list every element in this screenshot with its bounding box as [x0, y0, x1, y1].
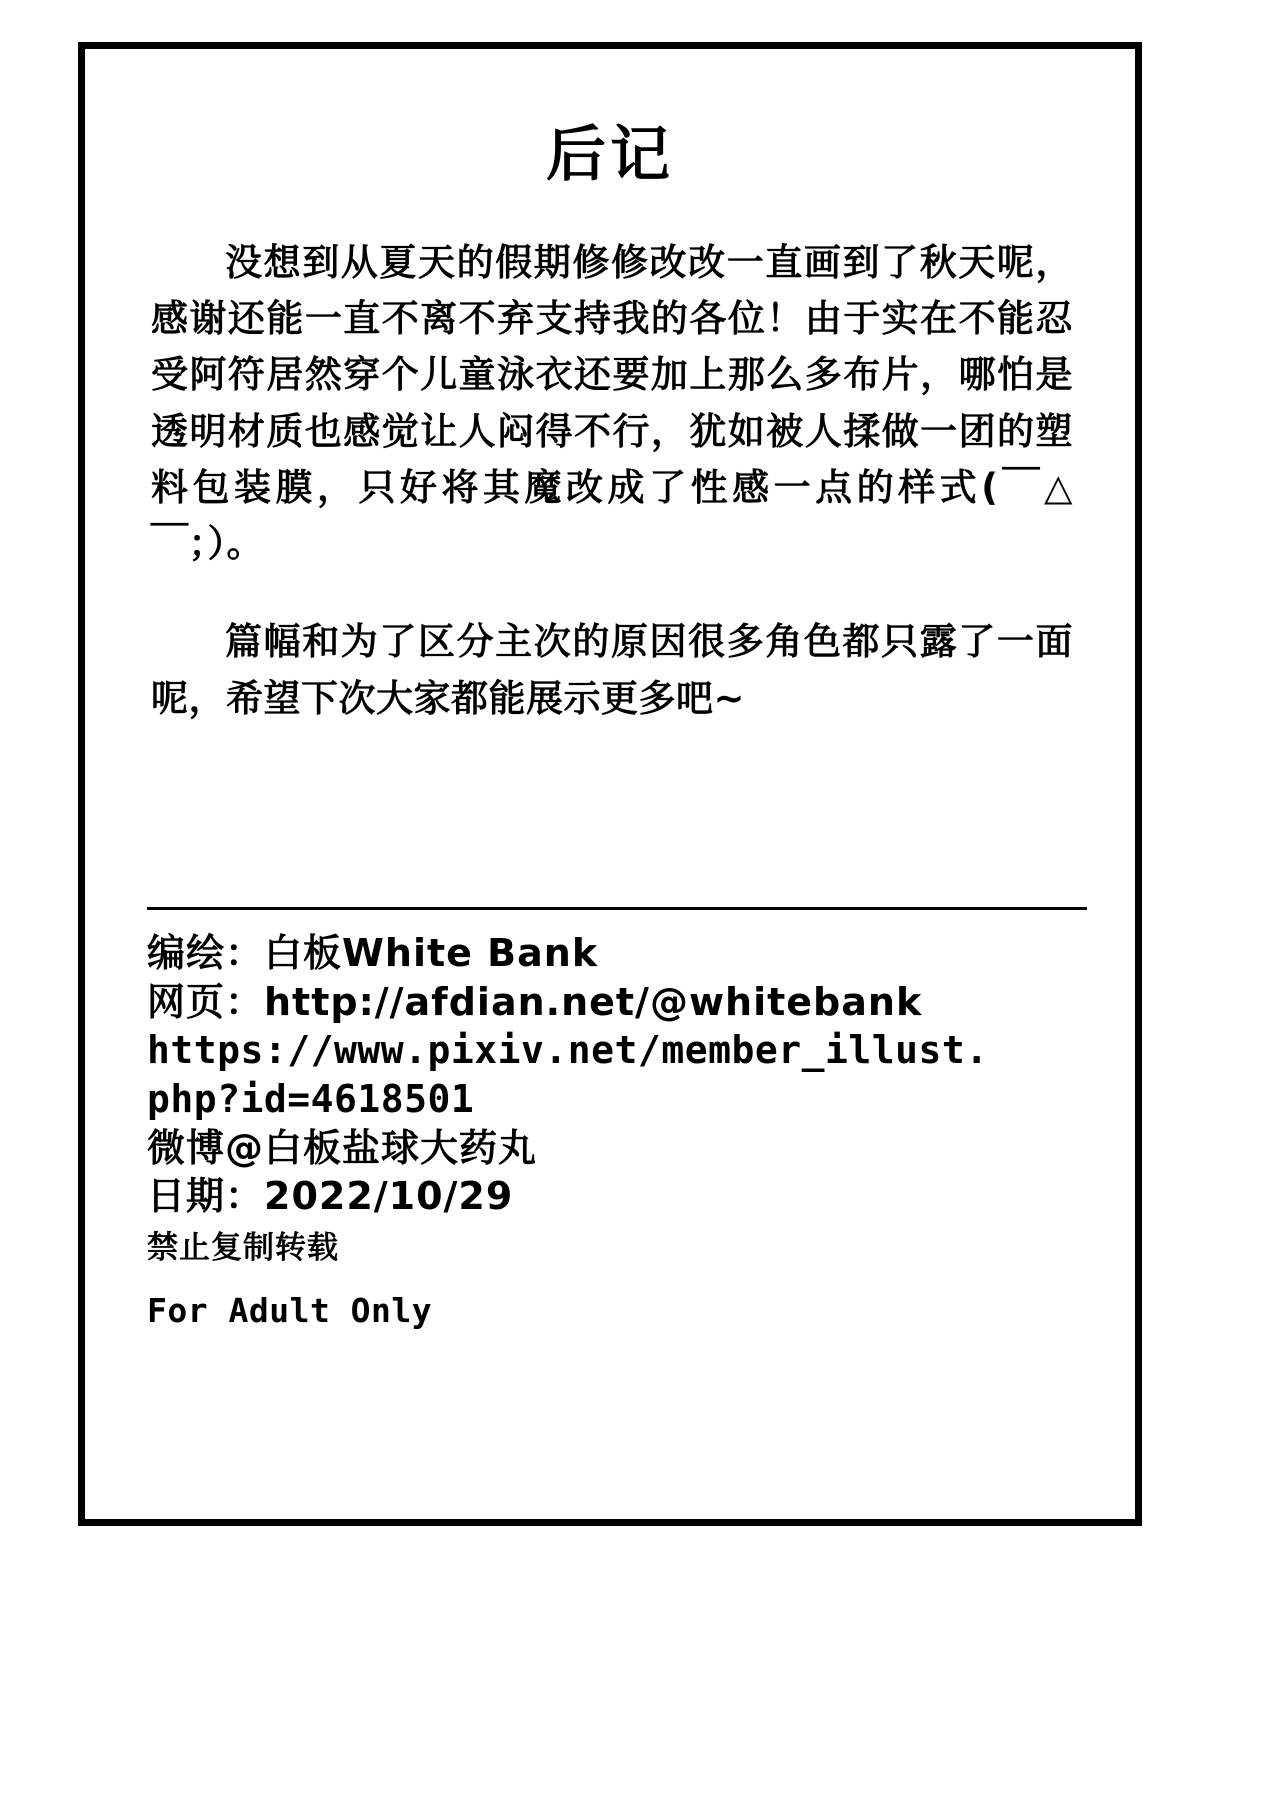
credit-pixiv-line-1[interactable]: https://www.pixiv.net/member_illust.: [147, 1028, 989, 1073]
credits-block: [147, 929, 1095, 1333]
credit-copy-notice: 禁止复制转载: [147, 1229, 339, 1266]
credit-author: 编绘：白板White Bank: [147, 931, 599, 975]
page-title: 后记: [546, 120, 674, 190]
afterword-body: [107, 235, 1113, 727]
credit-adult-notice: For Adult Only: [147, 1291, 433, 1331]
frame-inner: [85, 49, 1135, 1519]
credit-pixiv-line-2[interactable]: php?id=4618501: [147, 1076, 475, 1121]
credit-date: 日期：2022/10/29: [147, 1174, 514, 1219]
credit-website[interactable]: 网页：http://afdian.net/@whitebank: [147, 979, 923, 1024]
paragraph: 没想到从夏天的假期修修改改一直画到了秋天呢，感谢还能一直不离不弃支持我的各位！由于实在不能忍受阿符居然穿个儿童泳衣还要加上那么多布片，哪怕是透明材质也感觉让人闷得不行，犹如被人揉做一团的塑料包装膜，只好将其魔改成了性感一点的样式(￣△￣；）。: [151, 241, 1073, 566]
credit-weibo[interactable]: 微博@白板盐球大药丸: [147, 1125, 538, 1170]
horizontal-divider: [147, 907, 1087, 910]
paragraph: 篇幅和为了区分主次的原因很多角色都只露了一面呢，希望下次大家都能展示更多吧~: [151, 620, 1073, 720]
content-frame: [78, 42, 1142, 1526]
